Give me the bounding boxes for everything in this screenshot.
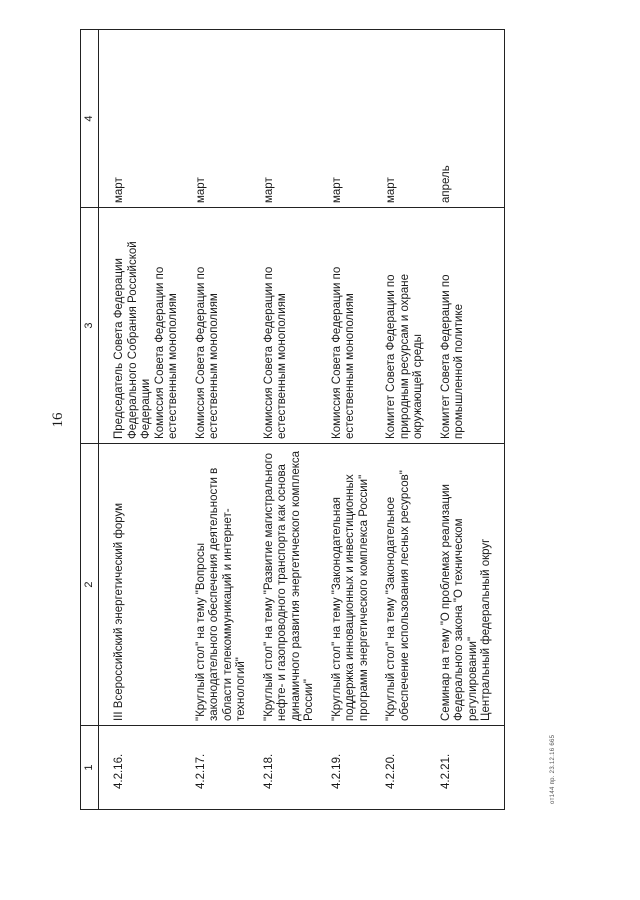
event-date: апрель (426, 30, 505, 208)
responsible-body (317, 208, 372, 444)
rotated-page (50, 30, 570, 810)
table-row (317, 30, 372, 810)
responsible-body (249, 208, 317, 444)
column-header: 4 (81, 30, 99, 208)
event-title (426, 444, 505, 726)
item-number: 4.2.19. (317, 726, 372, 810)
item-number: 4.2.18. (249, 726, 317, 810)
responsible-text: Комиссия Совета Федерации по естественным монополиям (330, 266, 356, 439)
responsible-text: Комиссия Совета Федерации по естественным монополиям (194, 266, 220, 439)
event-date: март (181, 30, 249, 208)
events-table (80, 29, 505, 810)
column-header: 1 (81, 726, 99, 810)
item-number: 4.2.16. (99, 726, 181, 810)
event-title (371, 444, 426, 726)
event-title (249, 444, 317, 726)
event-title (99, 444, 181, 726)
print-code: oт144 пр. 23.12.16 665 (550, 734, 556, 804)
item-number: 4.2.21. (426, 726, 505, 810)
table-row (181, 30, 249, 810)
event-title (181, 444, 249, 726)
event-text: "Круглый стол" на тему "Развитие магистрального нефте- и газопроводного транспорта как основа динамичного развития энергетического комплекса России" (262, 450, 315, 721)
responsible-text: Председатель Совета Федерации Федерального Собрания Российской Федерации Комиссия Совета Федерации по естественным монополиям (113, 241, 179, 439)
table-row (426, 30, 505, 810)
table-row (99, 30, 181, 810)
event-text: "Круглый стол" на тему "Законодательная поддержка инновационных и инвестиционных программ энергетического комплекса России" (330, 474, 370, 721)
page-number: 16 (50, 412, 66, 428)
item-number: 4.2.20. (371, 726, 426, 810)
event-text: Семинар на тему "О проблемах реализации Федерального закона "О техническом регулировании" Центральный федеральный округ (439, 484, 492, 721)
item-number: 4.2.17. (181, 726, 249, 810)
event-date: март (99, 30, 181, 208)
event-date: март (317, 30, 372, 208)
responsible-body (426, 208, 505, 444)
responsible-text: Комиссия Совета Федерации по естественным монополиям (262, 266, 288, 439)
table-header-row (81, 30, 99, 810)
event-title (317, 444, 372, 726)
event-text: III Всероссийский энергетический форум (113, 502, 125, 721)
column-header: 2 (81, 444, 99, 726)
event-date: март (371, 30, 426, 208)
responsible-text: Комитет Совета Федерации по природным ресурсам и охране окружающей среды (385, 274, 424, 439)
table-row (371, 30, 426, 810)
responsible-body (99, 208, 181, 444)
page-frame (50, 30, 640, 810)
column-header: 3 (81, 208, 99, 444)
event-text: "Круглый стол" на тему "Вопросы законодательного обеспечения деятельности в области телекоммуникаций и интернет-технологий" (194, 467, 247, 721)
responsible-body (181, 208, 249, 444)
table-row (249, 30, 317, 810)
responsible-text: Комитет Совета Федерации по промышленной политике (439, 274, 465, 439)
responsible-body (371, 208, 426, 444)
event-date: март (249, 30, 317, 208)
event-text: "Круглый стол" на тему "Законодательное обеспечение использования лесных ресурсов" (385, 470, 411, 721)
